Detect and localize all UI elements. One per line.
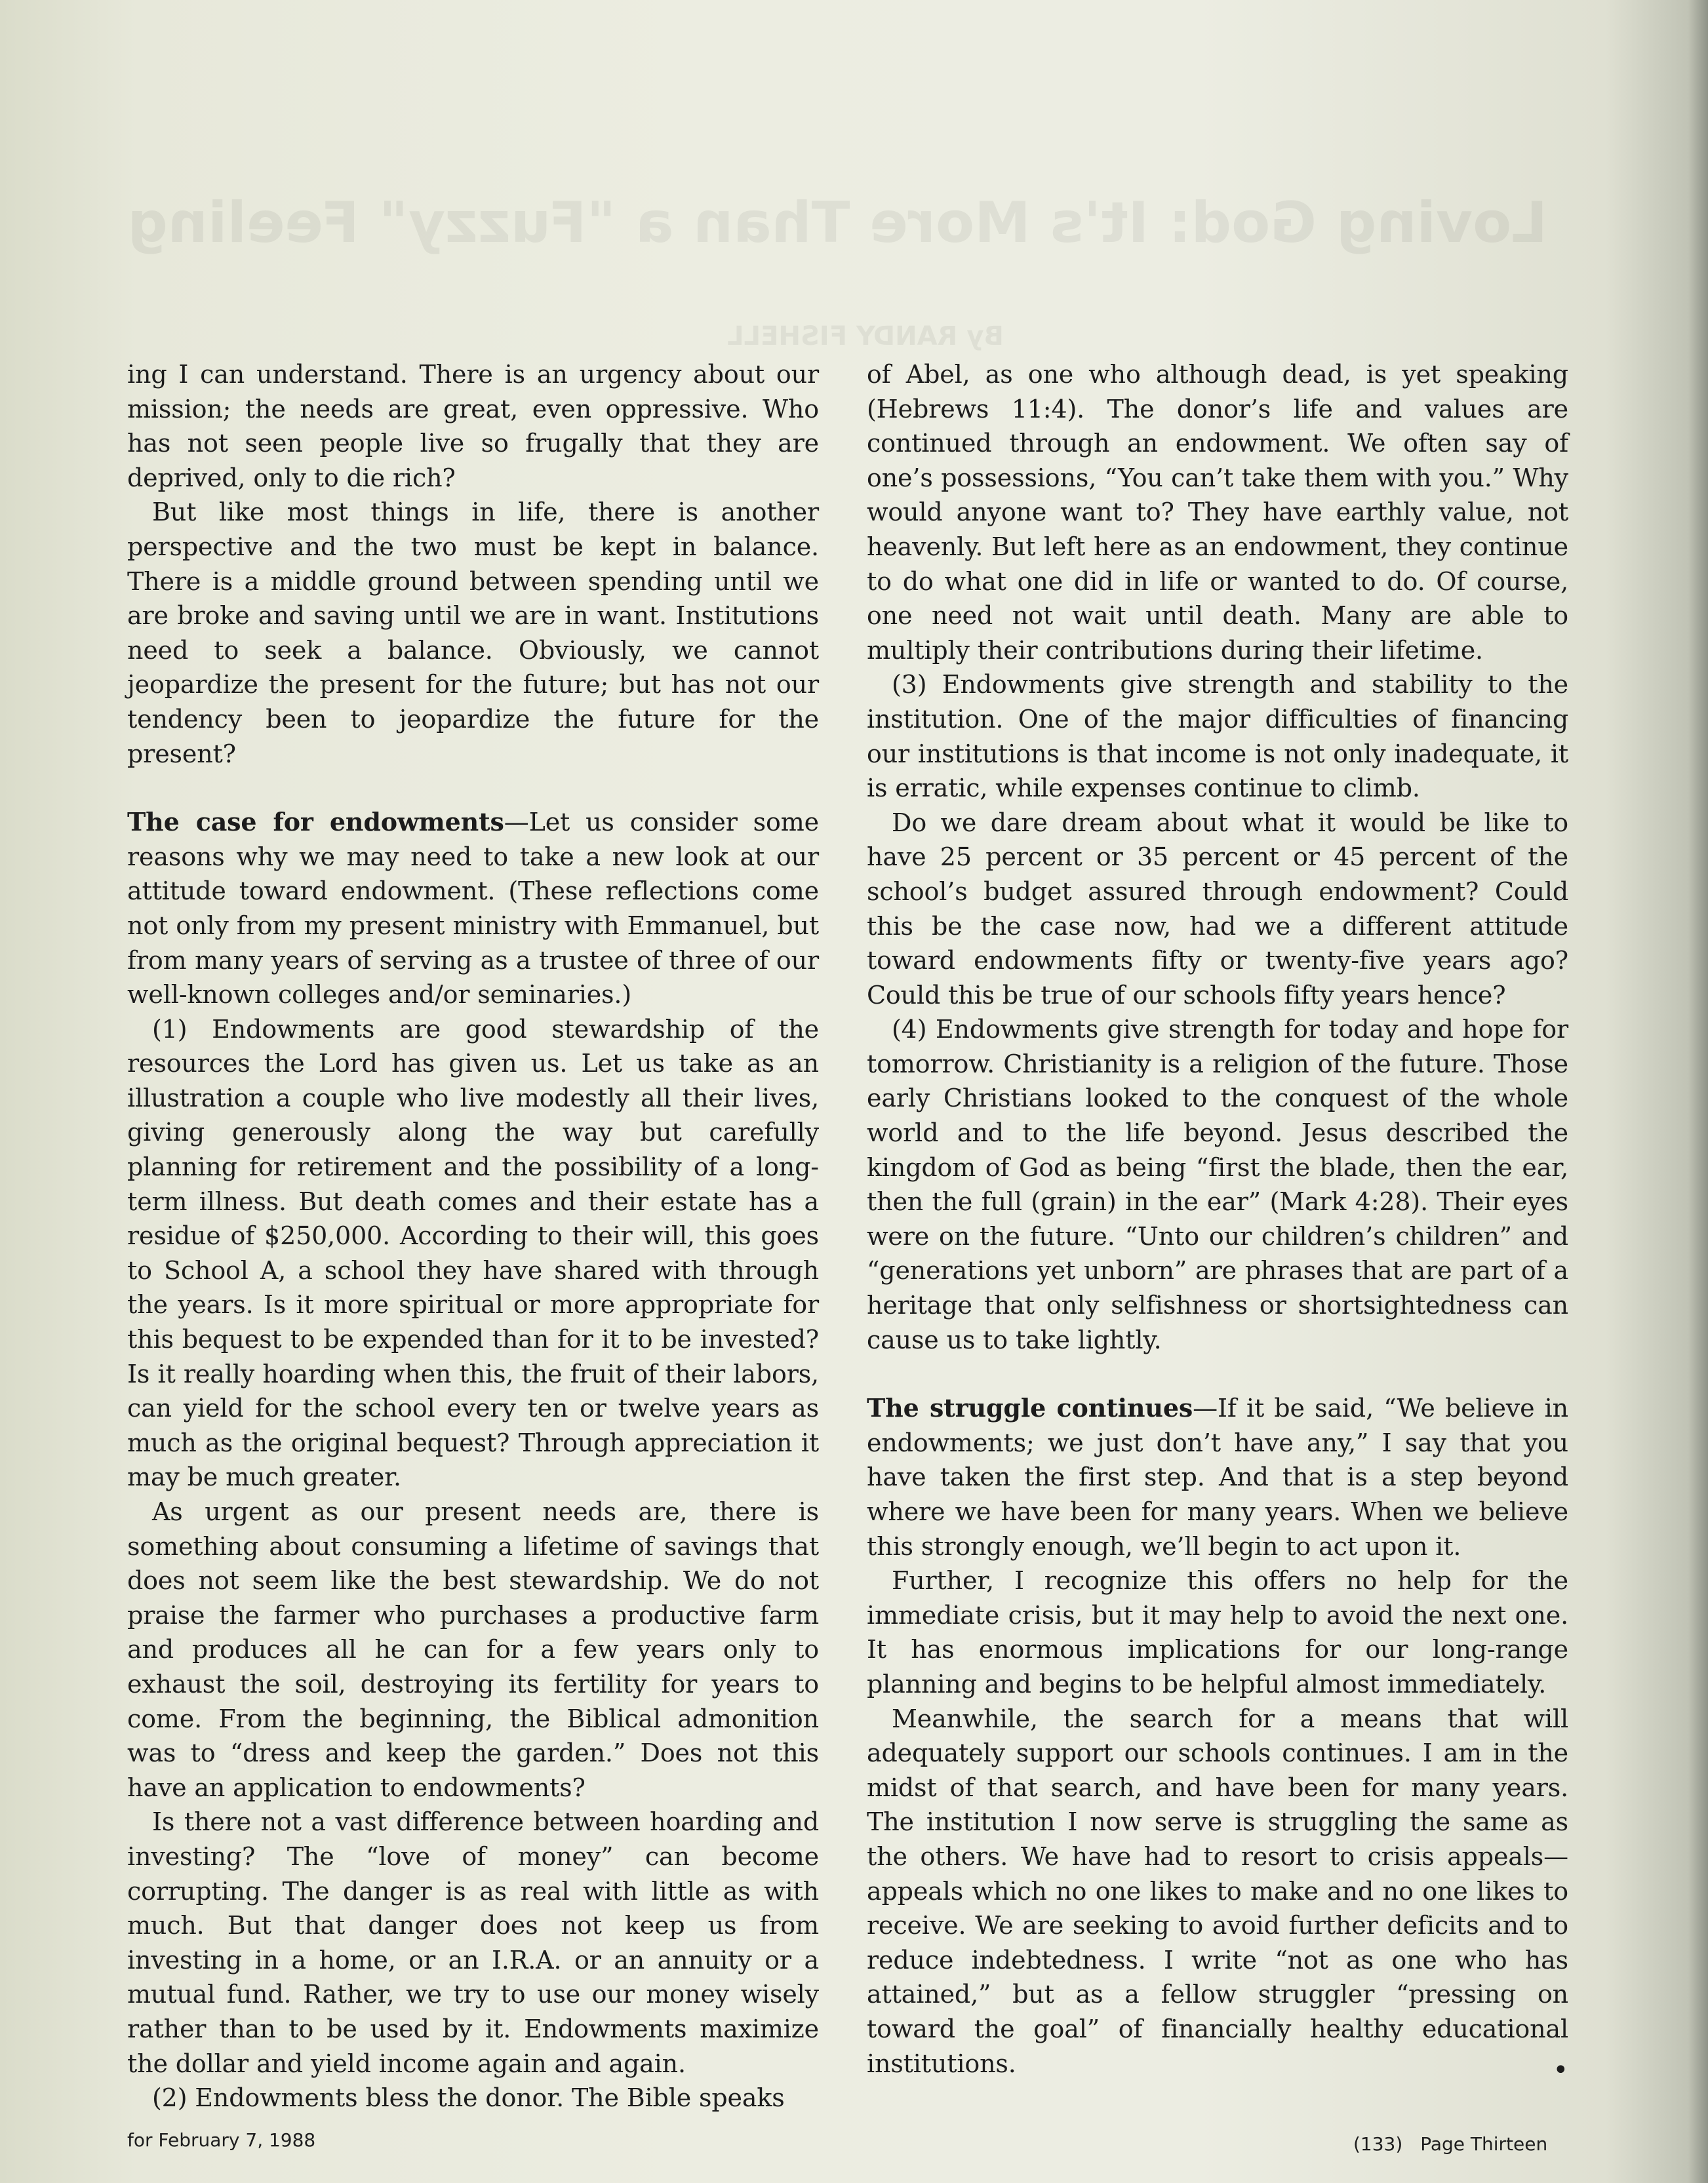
page-number-label: Page Thirteen (1420, 2133, 1548, 2155)
folio-number: (133) (1353, 2133, 1403, 2155)
end-of-article-mark: • (1553, 2055, 1568, 2086)
paragraph-body: —If it be said, “We believe in endowments; we just don’t have any,” I say that you have taken the first step. And that is a step beyond where we have been for many years. When we believe this strongly enough, we’ll begin to act upon it. (867, 1394, 1569, 1561)
subhead-struggle-continues: The struggle continues (867, 1393, 1193, 1423)
footer-folio (1353, 2133, 1547, 2155)
footer-issue-date: for February 7, 1988 (127, 2129, 316, 2151)
paragraph: of Abel, as one who although dead, is yet speaking (Hebrews 11:4). The donor’s life and values are continued through an endowment. We often say of one’s possessions, “You can’t take them with you.” Why would anyone want to? They have earthly value, not heavenly. But left here as an endowment, they continue to do what one did in life or wanted to do. Of course, one need not wait until death. Many are able to multiply their contributions during their lifetime. (867, 360, 1568, 665)
page-edge-shadow (1688, 0, 1708, 2183)
bleed-through-title: Loving God: It's More Than a "Fuzzy" Feeling (127, 190, 1547, 256)
paragraph: Further, I recognize this offers no help for the immediate crisis, but it may help to avoid the next one. It has enormous implications for our long-range planning and begins to be helpful almost immediately. (867, 1566, 1568, 1699)
paragraph: Is there not a vast difference between hoarding and investing? The “love of money” can become corrupting. The danger is as real with little as with much. But that danger does not keep us from investing in a home, or an I.R.A. or an annuity or a mutual fund. Rather, we try to use our money wisely rather than to be used by it. Endowments maximize the dollar and yield income again and again. (127, 1807, 819, 2078)
paragraph: Do we dare dream about what it would be like to have 25 percent or 35 percent or 45 percent of the school’s budget assured through endowment? Could this be the case now, had we a different attitude toward endowments fifty or twenty-five years ago? Could this be true of our schools fifty years hence? (867, 808, 1568, 1010)
paragraph: But like most things in life, there is another perspective and the two must be kept in balance. There is a middle ground between spending until we are broke and saving until we are in want. Institutions need to seek a balance. Obviously, we cannot jeopardize the present for the future; but has not our tendency been to jeopardize the future for the present? (127, 498, 819, 768)
paragraph: Meanwhile, the search for a means that will adequately support our schools continues. I am in the midst of that search, and have been for many years. The institution I now serve is struggling the same as the others. We have had to resort to crisis appeals—appeals which no one likes to make and no one likes to receive. We are seeking to avoid further deficits and to reduce indebtedness. I write “not as one who has attained,” but as a fellow struggler “pressing on toward the goal” of financially healthy educational institutions. (867, 1704, 1568, 2078)
bleed-through-byline: By RANDY FISHELL (727, 321, 1004, 351)
subhead-case-for-endowments: The case for endowments (127, 807, 504, 837)
paragraph: (2) Endowments bless the donor. The Bible speaks (152, 2083, 785, 2113)
paragraph-body: —Let us consider some reasons why we may need to take a new look at our attitude toward endowment. (These reflections come not only from my present ministry with Emmanuel, but from many years of serving as a trustee of three of our well-known colleges and/or seminaries.) (127, 808, 819, 1010)
right-column (867, 357, 1569, 2086)
paragraph-with-subhead (867, 1391, 1568, 1564)
paragraph: (4) Endowments give strength for today and hope for tomorrow. Christianity is a religion of the future. Those early Christians looked to the conquest of the whole world and to the life beyond. Jesus described the kingdom of God as being “first the blade, then the ear, then the full (grain) in the ear” (Mark 4:28). Their eyes were on the future. “Unto our children’s children” and “generations yet unborn” are phrases that are part of a heritage that only selfishness or shortsightedness can cause us to take lightly. (867, 1015, 1568, 1354)
paragraph: As urgent as our present needs are, there is something about consuming a lifetime of savings that does not seem like the best stewardship. We do not praise the farmer who purchases a productive farm and produces all he can for a few years only to exhaust the soil, destroying its fertility for years to come. From the beginning, the Biblical admonition was to “dress and keep the garden.” Does not this have an application to endowments? (127, 1497, 819, 1802)
paragraph: (1) Endowments are good stewardship of the resources the Lord has given us. Let us take as an illustration a couple who live modestly all their lives, giving generously along the way but carefully planning for retirement and the possibility of a long-term illness. But death comes and their estate has a residue of $250,000. According to their will, this goes to School A, a school they have shared with through the years. Is it more spiritual or more appropriate for this bequest to be expended than for it to be invested? Is it really hoarding when this, the fruit of their labors, can yield for the school every ten or twelve years as much as the original bequest? Through appreciation it may be much greater. (127, 1014, 819, 1492)
paragraph-with-subhead (127, 805, 819, 1012)
paragraph: ing I can understand. There is an urgency about our mission; the needs are great, even oppressive. Who has not seen people live so frugally that they are deprived, only to die rich? (127, 360, 819, 492)
left-column (127, 357, 819, 2115)
paragraph: (3) Endowments give strength and stability to the institution. One of the major difficulties of financing our institutions is that income is not only inadequate, it is erratic, while expenses continue to climb. (867, 670, 1568, 803)
